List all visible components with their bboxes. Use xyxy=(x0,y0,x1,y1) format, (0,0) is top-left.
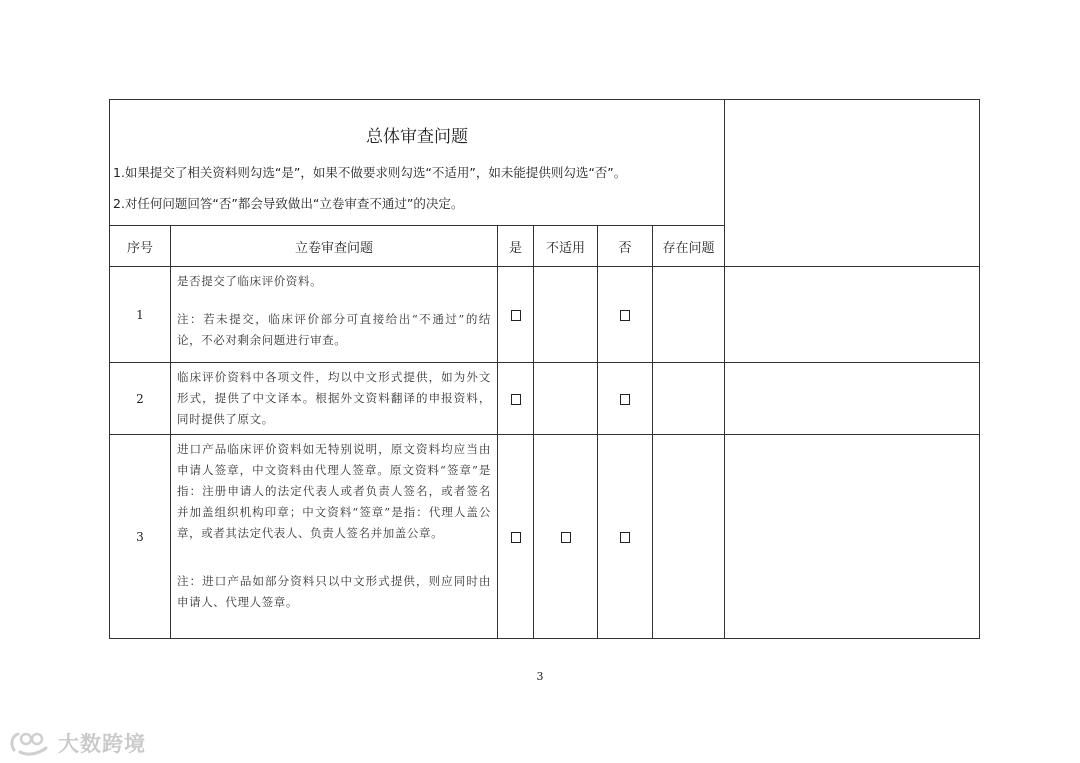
yes-cell xyxy=(498,435,534,639)
col-header-index: 序号 xyxy=(110,226,171,267)
yes-checkbox[interactable] xyxy=(511,394,521,405)
page-number: 3 xyxy=(536,670,544,683)
issues-cell[interactable] xyxy=(653,435,725,639)
row-index: 1 xyxy=(110,267,171,363)
row-question xyxy=(171,363,498,435)
row-question xyxy=(171,267,498,363)
no-cell xyxy=(598,267,653,363)
col-header-yes: 是 xyxy=(498,226,534,267)
question-note: 注：进口产品如部分资料只以中文形式提供，则应同时由申请人、代理人签章。 xyxy=(177,574,491,609)
row-question xyxy=(171,435,498,639)
yes-checkbox[interactable] xyxy=(511,532,521,543)
row-index: 3 xyxy=(110,435,171,639)
no-checkbox[interactable] xyxy=(620,310,630,321)
question-text: 进口产品临床评价资料如无特别说明，原文资料均应当由申请人签章，中文资料由代理人签章。原文资料“签章”是指：注册申请人的法定代表人或者负责人签名，或者签名并加盖组织机构印章；中文资料“签章”是指：代理人盖公章，或者其法定代表人、负责人签名并加盖公章。 xyxy=(177,442,491,540)
page-title: 总体审查问题 xyxy=(366,127,469,147)
yes-cell xyxy=(498,363,534,435)
no-cell xyxy=(598,435,653,639)
remarks-cell xyxy=(725,267,980,363)
question-text: 临床评价资料中各项文件，均以中文形式提供，如为外文形式，提供了中文译本。根据外文资料翻译的申报资料，同时提供了原文。 xyxy=(177,370,491,426)
issues-cell[interactable] xyxy=(653,267,725,363)
remarks-cell xyxy=(725,435,980,639)
header-blank-cell xyxy=(725,100,980,267)
no-checkbox[interactable] xyxy=(620,532,630,543)
no-checkbox[interactable] xyxy=(620,394,630,405)
col-header-question: 立卷审查问题 xyxy=(171,226,498,267)
na-cell xyxy=(534,435,598,639)
question-text: 是否提交了临床评价资料。 xyxy=(177,274,323,288)
header-row xyxy=(110,100,980,226)
yes-cell xyxy=(498,267,534,363)
watermark-text: 大数跨境 xyxy=(58,732,146,756)
review-form xyxy=(109,99,979,639)
na-cell xyxy=(534,267,598,363)
watermark xyxy=(8,728,146,758)
remarks-cell xyxy=(725,363,980,435)
issues-cell[interactable] xyxy=(653,363,725,435)
col-header-no: 否 xyxy=(598,226,653,267)
question-note: 注：若未提交，临床评价部分可直接给出“不通过”的结论，不必对剩余问题进行审查。 xyxy=(177,312,491,347)
table-row xyxy=(110,435,980,639)
table-row xyxy=(110,363,980,435)
review-table xyxy=(109,99,980,639)
na-cell xyxy=(534,363,598,435)
col-header-na: 不适用 xyxy=(534,226,598,267)
yes-checkbox[interactable] xyxy=(511,310,521,321)
no-cell xyxy=(598,363,653,435)
na-checkbox[interactable] xyxy=(561,532,571,543)
row-index: 2 xyxy=(110,363,171,435)
col-header-issues: 存在问题 xyxy=(653,226,725,267)
watermark-logo-icon xyxy=(8,730,54,756)
instruction-2: 2.对任何问题回答“否”都会导致做出“立卷审查不通过”的决定。 xyxy=(113,196,464,211)
instruction-1: 1.如果提交了相关资料则勾选“是”，如果不做要求则勾选“不适用”，如未能提供则勾选“否”。 xyxy=(113,165,627,180)
table-row xyxy=(110,267,980,363)
header-cell xyxy=(110,100,725,226)
